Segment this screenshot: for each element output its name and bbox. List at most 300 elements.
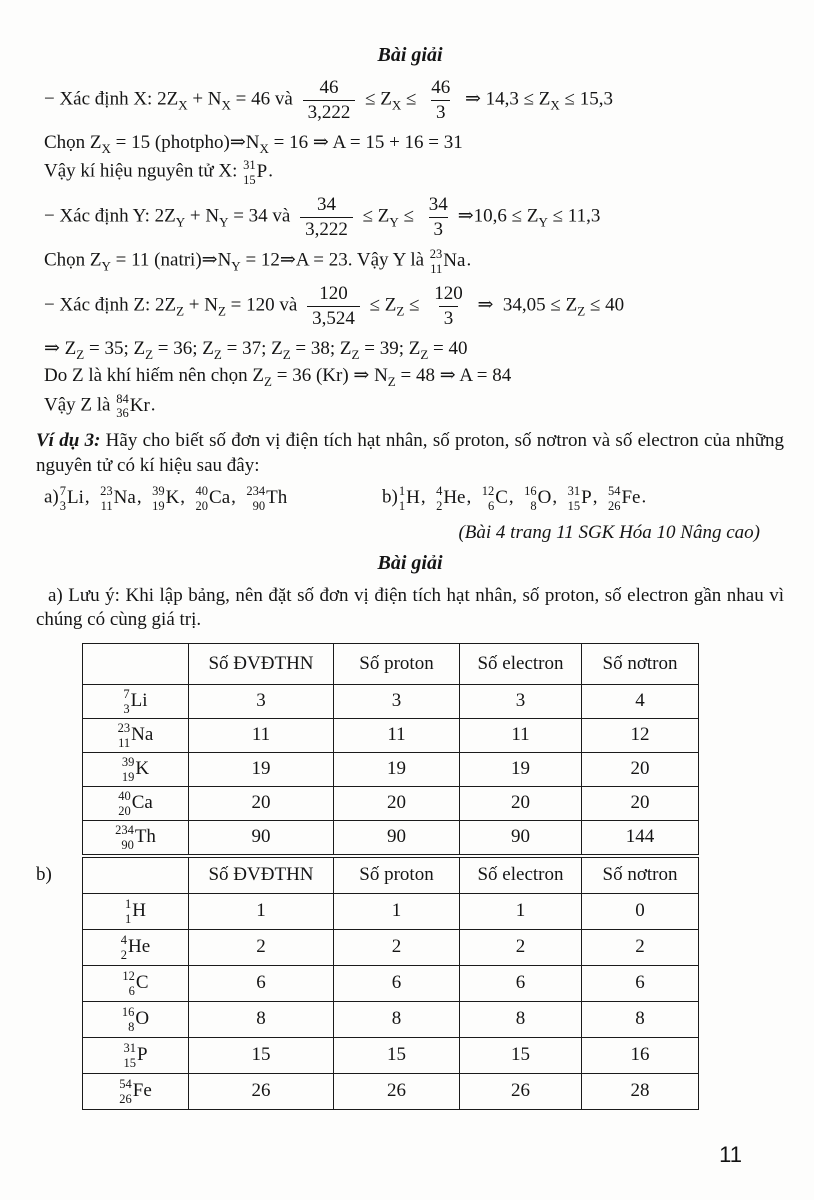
- subscript: X: [101, 140, 111, 156]
- text-run: Chọn Z: [44, 250, 102, 272]
- subscript: X: [550, 97, 560, 113]
- value-cell: 11: [334, 719, 460, 753]
- nuclide-stack: [125, 897, 131, 926]
- subscript: Z: [396, 303, 405, 319]
- example3-item-b: [382, 484, 784, 513]
- mass-number: 16: [121, 1005, 135, 1020]
- nuclide: [524, 484, 551, 513]
- nuclide: [608, 484, 641, 513]
- table-b-block: [36, 857, 784, 1110]
- table-a-block: [36, 643, 784, 855]
- text-run: ≤ Z: [357, 205, 390, 227]
- species-cell: [83, 1002, 189, 1038]
- element-symbol: Na: [443, 250, 466, 272]
- table-b: [82, 857, 699, 1110]
- nuclide: [568, 484, 592, 513]
- table-row: [83, 1038, 699, 1074]
- solution-line-x-conclusion: [44, 158, 784, 187]
- text-run: = 38; Z: [290, 337, 352, 359]
- text-run: Vậy Z là: [44, 394, 116, 416]
- mass-number: 39: [121, 755, 135, 770]
- element-symbol: C: [495, 487, 508, 509]
- subscript: Y: [389, 214, 399, 230]
- text-run: = 48 ⇒ A = 84: [395, 365, 512, 387]
- element-symbol: He: [128, 936, 151, 958]
- element-symbol: P: [256, 161, 268, 183]
- text-run: .: [150, 394, 156, 416]
- text-run: .: [641, 486, 647, 508]
- subscript: Z: [387, 374, 396, 390]
- value-cell: 8: [582, 1002, 699, 1038]
- species-cell: [83, 930, 189, 966]
- text-run: ≤ 15,3: [559, 88, 613, 110]
- value-cell: 15: [189, 1038, 334, 1074]
- nuclide-stack: [118, 789, 131, 818]
- fraction-numerator: 46: [431, 77, 451, 98]
- species-cell: [83, 966, 189, 1002]
- text-run: = 36 (Kr) ⇒ N: [271, 365, 388, 387]
- text-run: ≤: [401, 88, 422, 110]
- element-symbol: H: [406, 487, 420, 509]
- nuclide: [125, 897, 146, 926]
- value-cell: 12: [582, 719, 699, 753]
- nuclide: [430, 247, 466, 276]
- value-cell: 26: [460, 1074, 582, 1110]
- nuclide: [60, 484, 84, 513]
- atomic-number: 11: [100, 498, 113, 513]
- nuclide: [399, 484, 420, 513]
- element-symbol: O: [135, 1008, 150, 1030]
- mass-number: 7: [123, 687, 130, 702]
- header-electron: Số electron: [460, 644, 582, 685]
- table-row: [83, 787, 699, 821]
- math-fraction: [307, 282, 360, 331]
- text-run: Chọn Z: [44, 131, 102, 153]
- mass-number: 234: [246, 484, 266, 499]
- nuclide: [243, 158, 267, 187]
- value-cell: 90: [189, 821, 334, 855]
- species-cell: [83, 1038, 189, 1074]
- nuclide-stack: [118, 721, 131, 750]
- element-symbol: C: [135, 972, 149, 994]
- text-run: = 34 và: [228, 205, 296, 227]
- text-run: ,: [180, 486, 195, 508]
- element-symbol: Th: [134, 826, 156, 848]
- value-cell: 2: [460, 930, 582, 966]
- text-run: ≤ 40: [585, 294, 625, 316]
- table-a-header-row: [83, 644, 699, 685]
- value-cell: 11: [189, 719, 334, 753]
- text-run: ≤ Z: [364, 294, 397, 316]
- mass-number: 23: [100, 484, 113, 499]
- nuclide-stack: [123, 1041, 136, 1070]
- fraction-denominator: 3: [429, 217, 449, 242]
- subscript: Z: [213, 346, 222, 362]
- nuclide: [436, 484, 465, 513]
- table-row: [83, 821, 699, 855]
- solution-line-y-choice: [44, 247, 784, 276]
- value-cell: 90: [460, 821, 582, 855]
- nuclide-stack: [524, 484, 537, 513]
- table-row: [83, 685, 699, 719]
- value-cell: 3: [189, 685, 334, 719]
- text-run: = 39; Z: [359, 337, 421, 359]
- species-cell: [83, 821, 189, 855]
- nuclide: [119, 1077, 152, 1106]
- value-cell: 6: [189, 966, 334, 1002]
- text-run: ,: [231, 486, 246, 508]
- value-cell: 0: [582, 894, 699, 930]
- value-cell: 19: [460, 753, 582, 787]
- atomic-number: 3: [59, 498, 67, 513]
- value-cell: 11: [460, 719, 582, 753]
- nuclide: [482, 484, 508, 513]
- nuclide-stack: [243, 158, 256, 187]
- atomic-number: 90: [121, 837, 134, 852]
- subscript: Z: [264, 374, 272, 390]
- subscript: Z: [351, 346, 360, 362]
- table-row: [83, 1002, 699, 1038]
- text-run: .: [268, 160, 273, 182]
- value-cell: 6: [460, 966, 582, 1002]
- subscript: X: [178, 97, 188, 113]
- subscript: Z: [176, 303, 185, 319]
- value-cell: 19: [189, 753, 334, 787]
- value-cell: 28: [582, 1074, 699, 1110]
- value-cell: 6: [334, 966, 460, 1002]
- text-run: ≤: [404, 294, 425, 316]
- nuclide: [152, 484, 179, 513]
- nuclide-stack: [123, 687, 129, 716]
- element-symbol: Li: [130, 690, 148, 712]
- nuclide: [100, 484, 136, 513]
- emphasis-label: Ví dụ 3:: [36, 429, 101, 451]
- text-run: − Xác định X: 2Z: [44, 88, 179, 110]
- text-run: = 11 (natri)⇒N: [110, 250, 232, 272]
- species-cell: [83, 1074, 189, 1110]
- example3-question: [36, 429, 789, 478]
- math-fraction: [300, 193, 353, 242]
- solution-line-z-equation: [44, 282, 784, 331]
- source-reference: (Bài 4 trang 11 SGK Hóa 10 Nâng cao): [458, 521, 760, 543]
- mass-number: 4: [120, 933, 128, 948]
- text-run: ,: [552, 486, 567, 508]
- nuclide-stack: [246, 484, 265, 513]
- text-run: ≤ Z: [360, 88, 392, 110]
- nuclide: [123, 1041, 147, 1070]
- text-run: = 12⇒A = 23. Vậy Y là: [240, 250, 429, 272]
- atomic-number: 20: [195, 498, 209, 513]
- text-run: Do Z là khí hiếm nên chọn Z: [44, 365, 265, 387]
- value-cell: 3: [460, 685, 582, 719]
- table-b-header-row: [83, 858, 699, 894]
- text-run: ,: [508, 486, 524, 508]
- value-cell: 3: [334, 685, 460, 719]
- mass-number: 23: [117, 721, 131, 736]
- text-run: ≤ 11,3: [547, 205, 601, 227]
- nuclide-stack: [119, 1077, 132, 1106]
- solution-line-z-conclusion: [44, 392, 784, 421]
- element-symbol: P: [581, 487, 592, 509]
- element-symbol: Ca: [131, 792, 153, 814]
- text-run: + N: [187, 88, 222, 110]
- value-cell: 20: [582, 753, 699, 787]
- solution-line-z-choice: [44, 364, 784, 389]
- table-row: [83, 719, 699, 753]
- nuclide-stack: [116, 392, 129, 421]
- atomic-number: 19: [152, 498, 165, 513]
- subscript: Y: [231, 258, 241, 274]
- element-symbol: Na: [113, 487, 136, 509]
- value-cell: 1: [334, 894, 460, 930]
- element-symbol: Fe: [621, 487, 641, 509]
- value-cell: 20: [189, 787, 334, 821]
- nuclide-stack: [196, 484, 209, 513]
- example3-items: [44, 484, 784, 513]
- nuclide-stack: [122, 1005, 135, 1034]
- nuclide-stack: [115, 823, 134, 852]
- value-cell: 6: [582, 966, 699, 1002]
- fraction-denominator: 3,222: [300, 217, 353, 242]
- atomic-number: 20: [118, 803, 131, 818]
- text-run: ,: [466, 486, 481, 508]
- value-cell: 1: [460, 894, 582, 930]
- fraction-numerator: 34: [428, 193, 448, 215]
- value-cell: 26: [189, 1074, 334, 1110]
- nuclide: [118, 789, 153, 818]
- value-cell: 2: [582, 930, 699, 966]
- subscript: Z: [282, 346, 291, 362]
- nuclide-stack: [100, 484, 113, 513]
- nuclide-stack: [122, 969, 135, 998]
- value-cell: 26: [334, 1074, 460, 1110]
- note-paragraph: [36, 584, 789, 633]
- text-run: .: [466, 250, 472, 272]
- subscript: X: [221, 97, 231, 113]
- nuclide: [246, 484, 287, 513]
- mass-number: 31: [123, 1041, 136, 1056]
- nuclide: [123, 687, 147, 716]
- page-number: 11: [719, 1142, 742, 1167]
- subscript: X: [391, 97, 402, 113]
- subscript: Z: [145, 346, 154, 362]
- example3-item-a: [44, 484, 382, 513]
- mass-number: 84: [116, 392, 129, 407]
- atomic-number: 6: [487, 498, 495, 513]
- item-b-label: b): [36, 864, 52, 885]
- text-run: + N: [185, 205, 220, 227]
- fraction-numerator: 120: [434, 283, 463, 305]
- text-run: ⇒ 34,05 ≤ Z: [472, 294, 578, 316]
- nuclide: [122, 1005, 149, 1034]
- text-run: − Xác định Y: 2Z: [44, 205, 176, 227]
- mass-number: 1: [125, 897, 132, 912]
- mass-number: 12: [122, 969, 135, 984]
- element-symbol: P: [136, 1044, 148, 1066]
- element-symbol: Na: [131, 724, 154, 746]
- text-run: ,: [592, 486, 607, 508]
- value-cell: 8: [189, 1002, 334, 1038]
- text-run: ,: [84, 486, 100, 508]
- mass-number: 1: [398, 484, 406, 499]
- fraction-denominator: 3,222: [303, 100, 356, 125]
- text-run: a): [44, 486, 59, 508]
- value-cell: 144: [582, 821, 699, 855]
- nuclide-stack: [430, 247, 443, 276]
- text-run: = 36; Z: [153, 337, 214, 359]
- nuclide: [122, 969, 148, 998]
- math-fraction: [429, 282, 468, 331]
- atomic-number: 15: [243, 172, 256, 187]
- atomic-number: 1: [125, 911, 132, 926]
- atomic-number: 2: [436, 498, 443, 513]
- atomic-number: 1: [398, 498, 406, 513]
- species-cell: [83, 753, 189, 787]
- species-cell: [83, 787, 189, 821]
- nuclide-stack: [482, 484, 495, 513]
- text-run: ⇒ Z: [44, 337, 77, 359]
- atomic-number: 15: [567, 498, 581, 513]
- value-cell: 8: [460, 1002, 582, 1038]
- table-row: [83, 966, 699, 1002]
- solution-line-x-choice: [44, 131, 784, 156]
- header-electron: Số electron: [460, 858, 582, 894]
- value-cell: 20: [460, 787, 582, 821]
- species-cell: [83, 894, 189, 930]
- subscript: Y: [175, 214, 186, 230]
- value-cell: 20: [334, 787, 460, 821]
- species-cell: [83, 685, 189, 719]
- text-run: ,: [136, 486, 152, 508]
- table-row: [83, 930, 699, 966]
- text-run: ⇒10,6 ≤ Z: [457, 205, 539, 227]
- header-dvdthn: Số ĐVĐTHN: [189, 858, 334, 894]
- element-symbol: Fe: [132, 1080, 152, 1102]
- atomic-number: 36: [116, 406, 129, 421]
- element-symbol: Ca: [209, 487, 231, 509]
- nuclide-stack: [399, 484, 405, 513]
- table-row: [83, 1074, 699, 1110]
- fraction-denominator: 3,524: [307, 306, 360, 331]
- value-cell: 2: [189, 930, 334, 966]
- text-run: = 37; Z: [221, 337, 283, 359]
- atomic-number: 26: [119, 1091, 132, 1106]
- atomic-number: 90: [252, 498, 266, 513]
- table-row: [83, 894, 699, 930]
- value-cell: 15: [334, 1038, 460, 1074]
- atomic-number: 8: [128, 1019, 135, 1034]
- text-run: = 120 và: [225, 294, 303, 316]
- element-symbol: Li: [67, 487, 84, 509]
- value-cell: 16: [582, 1038, 699, 1074]
- subscript: Z: [577, 303, 586, 319]
- value-cell: 2: [334, 930, 460, 966]
- element-symbol: K: [165, 487, 180, 509]
- element-symbol: H: [132, 900, 146, 922]
- subscript: Z: [420, 346, 429, 362]
- nuclide-stack: [122, 755, 135, 784]
- header-proton: Số proton: [334, 644, 460, 685]
- math-fraction: [424, 193, 453, 242]
- mass-number: 54: [119, 1077, 132, 1092]
- text-run: = 46 và: [230, 88, 298, 110]
- fraction-numerator: 46: [319, 77, 339, 98]
- mass-number: 39: [152, 484, 165, 499]
- text-run: Hãy cho biết số đơn vị điện tích hạt nhân, số proton, số nơtron và số electron của những nguyên tử có kí hiệu sau đây:: [36, 429, 789, 476]
- subscript: X: [259, 140, 269, 156]
- header-dvdthn: Số ĐVĐTHN: [189, 644, 334, 685]
- nuclide: [116, 392, 150, 421]
- mass-number: 40: [118, 789, 131, 804]
- table-row: [83, 753, 699, 787]
- element-symbol: He: [443, 487, 466, 509]
- table-a: [82, 643, 699, 855]
- text-run: − Xác định Z: 2Z: [44, 294, 177, 316]
- text-run: = 16 ⇒ A = 15 + 16 = 31: [268, 131, 463, 153]
- text-run: a) Lưu ý: Khi lập bảng, nên đặt số đơn vị điện tích hạt nhân, số proton, số electron gần nhau vì chúng có cùng giá trị.: [36, 584, 789, 631]
- atomic-number: 19: [121, 769, 135, 784]
- nuclide: [121, 933, 150, 962]
- mass-number: 4: [436, 484, 443, 499]
- subscript: Z: [217, 303, 226, 319]
- atomic-number: 11: [430, 261, 443, 276]
- mass-number: 23: [429, 247, 443, 262]
- nuclide-stack: [608, 484, 621, 513]
- value-cell: 90: [334, 821, 460, 855]
- solution-line-x-equation: [44, 76, 784, 125]
- subscript: Y: [101, 258, 111, 274]
- atomic-number: 6: [128, 983, 135, 998]
- element-symbol: K: [135, 758, 150, 780]
- mass-number: 54: [607, 484, 621, 499]
- atomic-number: 26: [607, 498, 621, 513]
- text-run: = 40: [428, 337, 468, 359]
- solution-line-y-equation: [44, 193, 784, 242]
- corner-cell: [83, 644, 189, 685]
- header-proton: Số proton: [334, 858, 460, 894]
- element-symbol: Th: [266, 487, 288, 509]
- solution-title-2: Bài giải: [377, 551, 443, 574]
- text-run: Vậy kí hiệu nguyên tử X:: [44, 160, 243, 182]
- value-cell: 4: [582, 685, 699, 719]
- element-symbol: O: [537, 487, 552, 509]
- text-run: = 15 (photpho)⇒N: [110, 131, 260, 153]
- value-cell: 15: [460, 1038, 582, 1074]
- solution-title-1: Bài giải: [377, 44, 443, 66]
- mass-number: 31: [567, 484, 581, 499]
- text-run: ≤: [398, 205, 419, 227]
- mass-number: 31: [243, 158, 256, 173]
- fraction-denominator: 3: [431, 100, 451, 125]
- header-notron: Số nơtron: [582, 644, 699, 685]
- nuclide: [122, 755, 149, 784]
- species-cell: [83, 719, 189, 753]
- nuclide: [115, 823, 156, 852]
- math-fraction: [426, 76, 455, 125]
- fraction-numerator: 120: [319, 283, 348, 305]
- subscript: Z: [76, 346, 85, 362]
- text-run: + N: [184, 294, 218, 316]
- value-cell: 8: [334, 1002, 460, 1038]
- mass-number: 7: [59, 484, 67, 499]
- text-run: ,: [420, 486, 436, 508]
- nuclide-stack: [436, 484, 442, 513]
- solution-line-z-candidates: [44, 337, 784, 362]
- fraction-numerator: 34: [317, 193, 336, 215]
- value-cell: 1: [189, 894, 334, 930]
- atomic-number: 15: [123, 1055, 136, 1070]
- corner-cell: [83, 858, 189, 894]
